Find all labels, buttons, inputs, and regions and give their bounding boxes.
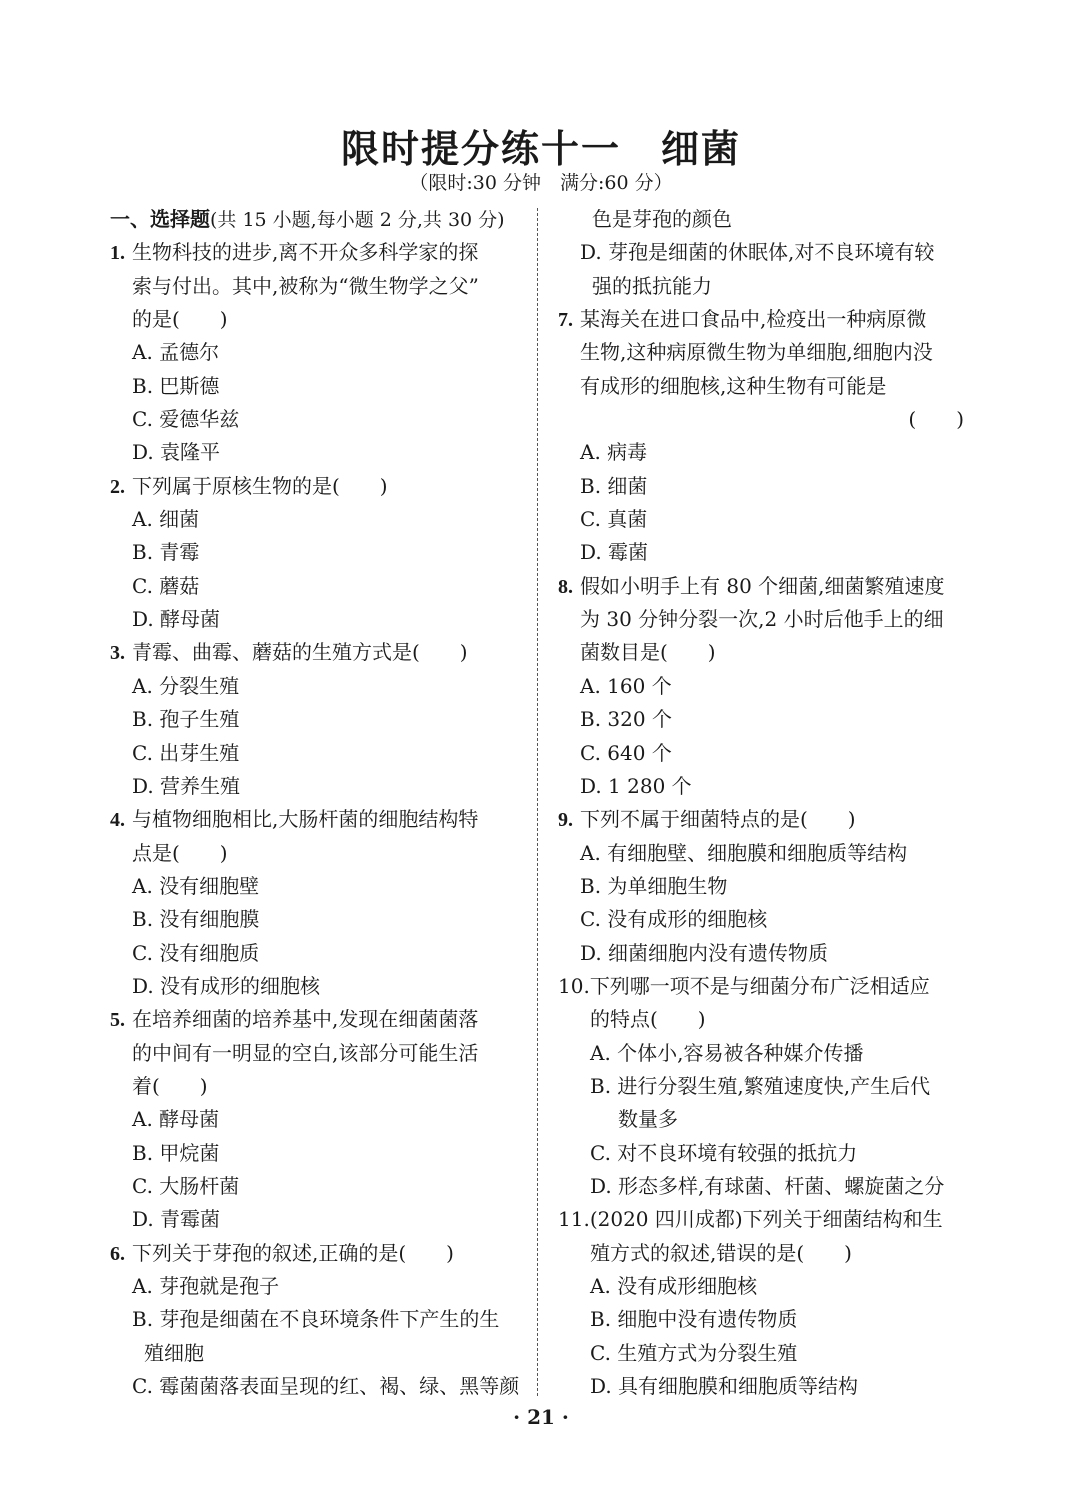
question-stem [558, 803, 978, 836]
answer-option: A. 没有成形细胞核 [590, 1274, 758, 1298]
question-number: 2. [110, 475, 125, 498]
answer-option: A. 分裂生殖 [132, 673, 240, 698]
answer-option: B. 进行分裂生殖,繁殖速度快,产生后代 [590, 1073, 931, 1098]
left-question-list [110, 236, 530, 1403]
answer-option: A. 160 个 [580, 673, 672, 698]
answer-option: A. 酵母菌 [132, 1107, 220, 1132]
answer-option: A. 病毒 [580, 440, 648, 465]
answer-option: 殖细胞 [144, 1340, 204, 1365]
question-text: 下列关于芽孢的叙述,正确的是( ) [132, 1240, 454, 1265]
question-stem [558, 1203, 978, 1236]
question-number: 8. [558, 575, 573, 598]
question-number: 11. [558, 1207, 590, 1232]
answer-option: C. 蘑菇 [132, 573, 200, 598]
answer-option: C. 没有成形的细胞核 [580, 907, 768, 932]
answer-option: A. 有细胞壁、细胞膜和细胞质等结构 [580, 840, 908, 865]
question-number: 5. [110, 1009, 125, 1032]
question-text-continued: 索与付出。其中,被称为“微生物学之父” [132, 273, 479, 298]
answer-option: C. 没有细胞质 [132, 940, 260, 965]
question-stem [558, 970, 978, 1003]
question-text: 假如小明手上有 80 个细菌,细菌繁殖速度 [580, 573, 945, 598]
question-text: 某海关在进口食品中,检疫出一种病原微 [580, 307, 927, 332]
answer-option: D. 具有细胞膜和细胞质等结构 [590, 1374, 859, 1399]
question-text-continued: 的特点( ) [590, 1007, 706, 1032]
answer-option: A. 细菌 [132, 507, 200, 532]
answer-option: D. 营养生殖 [132, 773, 241, 798]
answer-option: B. 为单细胞生物 [580, 873, 728, 898]
section-note: (共 15 小题,每小题 2 分,共 30 分) [210, 209, 505, 231]
question-text: 下列不属于细菌特点的是( ) [580, 807, 856, 832]
answer-option: D. 细菌细胞内没有遗传物质 [580, 940, 829, 965]
answer-option: B. 甲烷菌 [132, 1140, 220, 1165]
column-divider [537, 208, 538, 1396]
question-stem [110, 470, 530, 503]
answer-option: 数量多 [618, 1107, 678, 1132]
answer-option: B. 孢子生殖 [132, 707, 240, 732]
question-text: 在培养细菌的培养基中,发现在细菌菌落 [132, 1007, 479, 1032]
answer-option: D. 霉菌 [580, 540, 649, 565]
answer-option: C. 大肠杆菌 [132, 1173, 240, 1198]
question-stem [110, 1237, 530, 1270]
question-text: 下列属于原核生物的是( ) [132, 473, 388, 498]
question-stem [110, 236, 530, 269]
answer-option: D. 酵母菌 [132, 607, 221, 632]
question-number: 7. [558, 309, 573, 332]
question-stem [110, 1003, 530, 1036]
left-column [110, 203, 530, 1403]
question-text: 生物科技的进步,离不开众多科学家的探 [132, 240, 479, 265]
answer-option: B. 细菌 [580, 473, 648, 498]
answer-option: D. 没有成形的细胞核 [132, 973, 321, 998]
answer-option: C. 生殖方式为分裂生殖 [590, 1340, 798, 1365]
answer-option: A. 芽孢就是孢子 [132, 1274, 280, 1298]
page-subtitle: （限时:30 分钟 满分:60 分） [409, 172, 673, 194]
question-stem [558, 570, 978, 603]
question-text-continued: 殖方式的叙述,错误的是( ) [590, 1240, 852, 1265]
answer-option: 色是芽孢的颜色 [592, 207, 732, 231]
question-text-continued: 菌数目是( ) [580, 640, 716, 665]
question-stem [110, 636, 530, 669]
section-header [110, 203, 530, 236]
answer-option: A. 个体小,容易被各种媒介传播 [590, 1040, 864, 1065]
question-text-continued: 有成形的细胞核,这种生物有可能是 [580, 373, 887, 398]
answer-option: B. 320 个 [580, 707, 672, 732]
answer-option: C. 对不良环境有较强的抵抗力 [590, 1140, 858, 1165]
answer-option: 强的抵抗能力 [592, 273, 712, 298]
question-text-continued: 点是( ) [132, 840, 228, 865]
answer-option: B. 没有细胞膜 [132, 907, 260, 932]
page-title: 限时提分练十一 细菌 [340, 127, 741, 171]
question-stem [110, 803, 530, 836]
answer-option: C. 真菌 [580, 507, 648, 532]
answer-option: D. 形态多样,有球菌、杆菌、螺旋菌之分 [590, 1173, 945, 1198]
answer-option: A. 孟德尔 [132, 340, 220, 365]
page-number: · 21 · [513, 1405, 569, 1429]
question-text: 下列哪一项不是与细菌分布广泛相适应 [589, 973, 930, 998]
question-number: 3. [110, 642, 125, 665]
question-text-continued: 为 30 分钟分裂一次,2 小时后他手上的细 [580, 607, 944, 632]
question-text: 与植物细胞相比,大肠杆菌的细胞结构特 [132, 807, 479, 832]
answer-option: C. 霉菌菌落表面呈现的红、褐、绿、黑等颜 [132, 1374, 520, 1399]
question-text-continued: 的是( ) [132, 307, 228, 332]
answer-option: A. 没有细胞壁 [132, 873, 260, 898]
answer-option: B. 青霉 [132, 540, 200, 565]
answer-blank: ( ) [908, 407, 964, 432]
answer-option: D. 1 280 个 [580, 773, 692, 798]
answer-option: D. 袁隆平 [132, 440, 221, 465]
question-text: 青霉、曲霉、蘑菇的生殖方式是( ) [132, 640, 468, 665]
question-number: 4. [110, 809, 125, 832]
section-title: 一、选择题 [110, 207, 210, 231]
question-text: (2020 四川成都)下列关于细菌结构和生 [589, 1207, 943, 1232]
right-column [558, 203, 978, 1403]
answer-option: B. 芽孢是细菌在不良环境条件下产生的生 [132, 1307, 500, 1332]
question-number: 9. [558, 809, 573, 832]
answer-option: B. 细胞中没有遗传物质 [590, 1307, 798, 1332]
answer-option: D. 青霉菌 [132, 1207, 221, 1232]
answer-option: C. 640 个 [580, 740, 672, 765]
answer-option: C. 爱德华兹 [132, 407, 240, 432]
question-number: 1. [110, 242, 125, 265]
question-number: 6. [110, 1242, 125, 1265]
question-text-continued: 生物,这种病原微生物为单细胞,细胞内没 [580, 340, 933, 365]
answer-option: C. 出芽生殖 [132, 740, 240, 765]
question-text-continued: 的中间有一明显的空白,该部分可能生活 [132, 1040, 479, 1065]
question-stem [558, 303, 978, 336]
right-question-list [558, 203, 978, 1403]
answer-option: B. 巴斯德 [132, 373, 220, 398]
question-text-continued: 着( ) [132, 1073, 208, 1098]
question-number: 10. [558, 973, 590, 998]
answer-option: D. 芽孢是细菌的休眠体,对不良环境有较 [580, 240, 935, 265]
